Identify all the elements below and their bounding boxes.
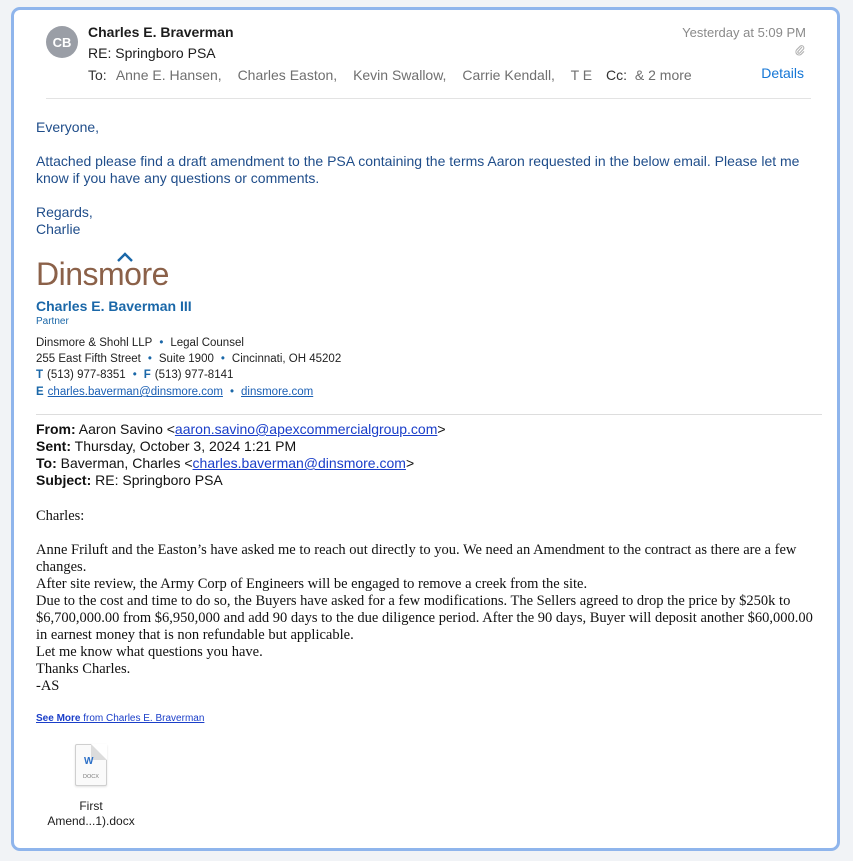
forward-subject <box>36 472 223 488</box>
signature-fax: (513) 977-8141 <box>154 369 234 381</box>
forward-signoff: -AS <box>36 678 60 694</box>
email-subject: RE: Springboro PSA <box>88 45 216 61</box>
from-tail: > <box>437 421 446 437</box>
dinsmore-logo: Dinsmore <box>36 256 169 292</box>
separator-dot: • <box>159 337 164 349</box>
forward-sent <box>36 438 296 454</box>
attachment-ext: DOCX <box>83 774 99 780</box>
signature-street: 255 East Fifth Street <box>36 353 141 365</box>
phone-label: T <box>36 369 44 381</box>
recipients-row <box>88 67 692 83</box>
forward-paragraph: Due to the cost and time to do so, the Buyers have asked for a few modifications. The Sellers agreed to drop the price by $250k to $6,700,000.00 from $6,950,000 and add 90 days to the due diligence period. After the 90 days, Buyer will deposit another $60,000.00 in earnest money that is non refundable but applicable. <box>36 593 813 643</box>
logo-accent-icon <box>117 252 133 262</box>
sent-value: Thursday, October 3, 2024 1:21 PM <box>74 438 297 454</box>
signature-email-link[interactable]: charles.baverman@dinsmore.com <box>47 386 223 398</box>
signature-name: Charles E. Baverman III <box>36 298 192 314</box>
word-glyph-icon: W <box>84 756 94 767</box>
separator-dot: • <box>229 386 234 398</box>
header-divider <box>46 98 811 99</box>
paperclip-icon <box>795 44 805 59</box>
attachment-name-line2: Amend...1).docx <box>47 814 135 828</box>
attachment-name-line1: First <box>79 799 103 813</box>
docx-file-icon <box>75 744 107 786</box>
forward-paragraph: After site review, the Army Corp of Engineers will be engaged to remove a creek from the site. <box>36 576 588 592</box>
email-date: Yesterday at 5:09 PM <box>682 25 806 40</box>
signature-title: Partner <box>36 316 69 327</box>
see-more-rest: from Charles E. Braverman <box>80 713 205 724</box>
cc-more-link[interactable]: & 2 more <box>634 67 692 83</box>
forward-divider <box>36 414 822 415</box>
body-signoff: Charlie <box>36 221 81 237</box>
recipient[interactable]: T E <box>570 67 593 83</box>
email-message-pane <box>11 7 840 851</box>
forward-salutation: Charles: <box>36 508 85 524</box>
from-label: From: <box>36 421 76 437</box>
email-label: E <box>36 386 44 398</box>
signature-email-line <box>36 386 313 398</box>
recipient[interactable]: Kevin Swallow, <box>353 67 447 83</box>
fax-label: F <box>143 369 151 381</box>
signature-firm: Dinsmore & Shohl LLP <box>36 337 153 349</box>
fwd-to-name: Baverman, Charles < <box>60 455 193 471</box>
recipient[interactable]: Carrie Kendall, <box>462 67 555 83</box>
signature-phone[interactable]: (513) 977-8351 <box>47 369 126 381</box>
body-greeting: Everyone, <box>36 119 100 135</box>
forward-paragraph: Anne Friluft and the Easton’s have asked me to reach out directly to you. We need an Amendment to the contract as there are a few changes. <box>36 542 797 575</box>
fwd-subject-value: RE: Springboro PSA <box>95 472 223 488</box>
forward-paragraph: Let me know what questions you have. <box>36 644 263 660</box>
fwd-to-tail: > <box>405 455 415 471</box>
separator-dot: • <box>147 353 152 365</box>
body-closing: Regards, <box>36 204 93 220</box>
details-link[interactable]: Details <box>761 65 804 81</box>
attachment-docx[interactable] <box>36 744 146 829</box>
attachment-name <box>36 799 146 829</box>
separator-dot: • <box>132 369 137 381</box>
signature-city: Cincinnati, OH 45202 <box>231 353 342 365</box>
fwd-to-label: To: <box>36 455 57 471</box>
separator-dot: • <box>220 353 225 365</box>
from-name: Aaron Savino < <box>78 421 175 437</box>
sender-name[interactable]: Charles E. Braverman <box>88 24 234 40</box>
signature-phone-line <box>36 369 233 381</box>
signature-role: Legal Counsel <box>170 337 244 349</box>
forward-from <box>36 421 446 437</box>
see-more-bold: See More <box>36 713 81 724</box>
from-email-link[interactable]: aaron.savino@apexcommercialgroup.com <box>174 421 438 437</box>
forward-to <box>36 455 414 471</box>
sender-avatar: CB <box>46 26 78 58</box>
see-more-link[interactable] <box>36 713 204 724</box>
signature-website-link[interactable]: dinsmore.com <box>241 386 314 398</box>
sent-label: Sent: <box>36 438 71 454</box>
recipient[interactable]: Anne E. Hansen, <box>115 67 222 83</box>
signature-address-line <box>36 353 341 365</box>
recipient[interactable]: Charles Easton, <box>237 67 338 83</box>
fwd-to-email-link[interactable]: charles.baverman@dinsmore.com <box>192 455 406 471</box>
cc-label: Cc: <box>606 67 628 83</box>
signature-firm-line <box>36 337 244 349</box>
fwd-subject-label: Subject: <box>36 472 92 488</box>
to-label: To: <box>88 67 107 83</box>
signature-suite: Suite 1900 <box>158 353 214 365</box>
body-paragraph: Attached please find a draft amendment to the PSA containing the terms Aaron requested in the below email. Please let me know if you have any questions or comments. <box>36 153 800 186</box>
forward-paragraph: Thanks Charles. <box>36 661 131 677</box>
